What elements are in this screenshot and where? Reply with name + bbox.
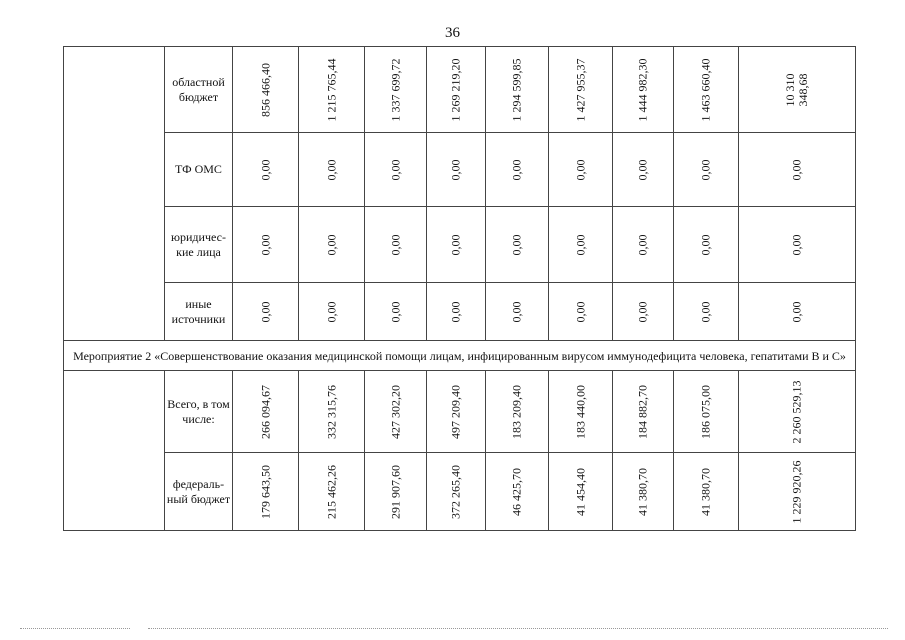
total-text [791,159,804,180]
source-label: иные источники [165,283,233,341]
value-cell [233,133,299,207]
source-label: ТФ ОМС [165,133,233,207]
value-cell [674,207,739,283]
value-cell [486,133,549,207]
value-text: 183 209,40 [509,384,524,439]
value-text: 0,00 [635,301,650,322]
value-cell [549,47,613,133]
event2-title: Мероприятие 2 «Совершенствование оказания медицинской помощи лицам, инфицированным вирусом иммунодефицита человека, гепатитами В и С» [64,341,856,371]
value-text: 0,00 [324,301,338,322]
value-cell [613,283,674,341]
value-text: 0,00 [573,301,587,322]
value-text: 1 427 955,37 [573,58,587,121]
value-text: 0,00 [258,301,272,322]
value-cell [427,133,486,207]
empty-group-cell [64,371,165,531]
value-cell [486,283,549,341]
value-text: 0,00 [388,234,402,255]
value-text: 856 466,40 [258,62,272,117]
value-cell [299,283,365,341]
total-cell [739,47,856,133]
total-text [791,460,804,523]
total-text [791,234,804,255]
value-cell [613,47,674,133]
total-cell [739,207,856,283]
value-text: 1 294 599,85 [509,58,524,121]
value-cell [365,207,427,283]
value-text: 0,00 [448,301,463,322]
value-cell [233,207,299,283]
value-text: 1 269 219,20 [448,58,463,121]
value-text: 0,00 [388,159,402,180]
value-text: 291 907,60 [388,464,402,519]
source-label: федераль-ный бюджет [165,453,233,531]
value-cell [365,371,427,453]
value-text: 0,00 [573,234,587,255]
value-text: 1 444 982,30 [635,58,650,121]
value-text: 179 643,50 [258,464,272,519]
value-text: 0,00 [258,234,272,255]
value-text: 0,00 [509,301,524,322]
total-line: 0,00 [789,234,804,255]
value-cell [427,207,486,283]
event-title-row [64,341,856,371]
value-cell [549,371,613,453]
value-text: 0,00 [509,159,524,180]
source-label: юридичес-кие лица [165,207,233,283]
value-text: 0,00 [388,301,402,322]
footer-rule-left [20,628,130,629]
total-line: 0,00 [789,159,804,180]
value-text: 0,00 [698,301,713,322]
value-cell [613,371,674,453]
value-cell [613,207,674,283]
source-label: Всего, в том числе: [165,371,233,453]
total-cell [739,371,856,453]
value-cell [674,133,739,207]
value-text: 0,00 [324,159,338,180]
value-cell [486,453,549,531]
total-line: 0,00 [789,301,804,322]
value-text: 1 463 660,40 [698,58,713,121]
value-text: 0,00 [448,234,463,255]
value-cell [233,453,299,531]
total-line: 348,68 [796,73,810,106]
value-cell [549,283,613,341]
value-text: 0,00 [635,159,650,180]
value-cell [299,47,365,133]
value-text: 332 315,76 [324,384,338,439]
value-cell [233,371,299,453]
total-text [784,73,810,106]
table-row [64,371,856,453]
value-text: 0,00 [698,234,713,255]
value-text: 1 215 765,44 [324,58,338,121]
value-cell [486,371,549,453]
total-line: 1 229 920,26 [789,460,804,523]
value-cell [299,371,365,453]
value-cell [613,453,674,531]
value-cell [549,453,613,531]
value-cell [427,47,486,133]
value-text: 266 094,67 [258,384,272,439]
total-text [791,301,804,322]
value-text: 46 425,70 [509,467,524,516]
table-row [64,207,856,283]
value-text: 186 075,00 [698,384,713,439]
footer-rule-right [148,628,888,629]
value-text: 0,00 [635,234,650,255]
value-cell [365,133,427,207]
value-cell [549,133,613,207]
table-row [64,453,856,531]
funding-table [63,46,856,531]
value-cell [233,283,299,341]
total-cell [739,453,856,531]
value-text: 1 337 699,72 [388,58,402,121]
value-text: 0,00 [448,159,463,180]
value-cell [427,371,486,453]
value-text: 0,00 [509,234,524,255]
value-cell [233,47,299,133]
value-text: 0,00 [698,159,713,180]
page-number: 36 [445,25,460,41]
value-text: 184 882,70 [635,384,650,439]
value-cell [365,47,427,133]
source-label: областной бюджет [165,47,233,133]
value-cell [486,207,549,283]
value-cell [299,207,365,283]
value-text: 372 265,40 [448,464,463,519]
value-text: 183 440,00 [573,384,587,439]
value-cell [427,283,486,341]
value-cell [299,453,365,531]
total-line: 2 260 529,13 [789,380,804,443]
value-text: 0,00 [324,234,338,255]
value-cell [427,453,486,531]
value-text: 0,00 [258,159,272,180]
value-cell [299,133,365,207]
value-cell [549,207,613,283]
value-cell [674,453,739,531]
value-cell [486,47,549,133]
value-text: 0,00 [573,159,587,180]
value-cell [674,371,739,453]
value-text: 41 454,40 [573,467,587,516]
value-cell [613,133,674,207]
value-text: 41 380,70 [635,467,650,516]
total-cell [739,283,856,341]
value-text: 41 380,70 [698,467,713,516]
value-text: 497 209,40 [448,384,463,439]
total-text [791,380,804,443]
value-cell [674,283,739,341]
value-cell [674,47,739,133]
empty-group-cell [64,47,165,341]
value-cell [365,453,427,531]
total-line: 10 310 [783,73,797,106]
table-row [64,47,856,133]
total-cell [739,133,856,207]
table-row [64,133,856,207]
table-row [64,283,856,341]
value-text: 215 462,26 [324,464,338,519]
value-text: 427 302,20 [388,384,402,439]
value-cell [365,283,427,341]
